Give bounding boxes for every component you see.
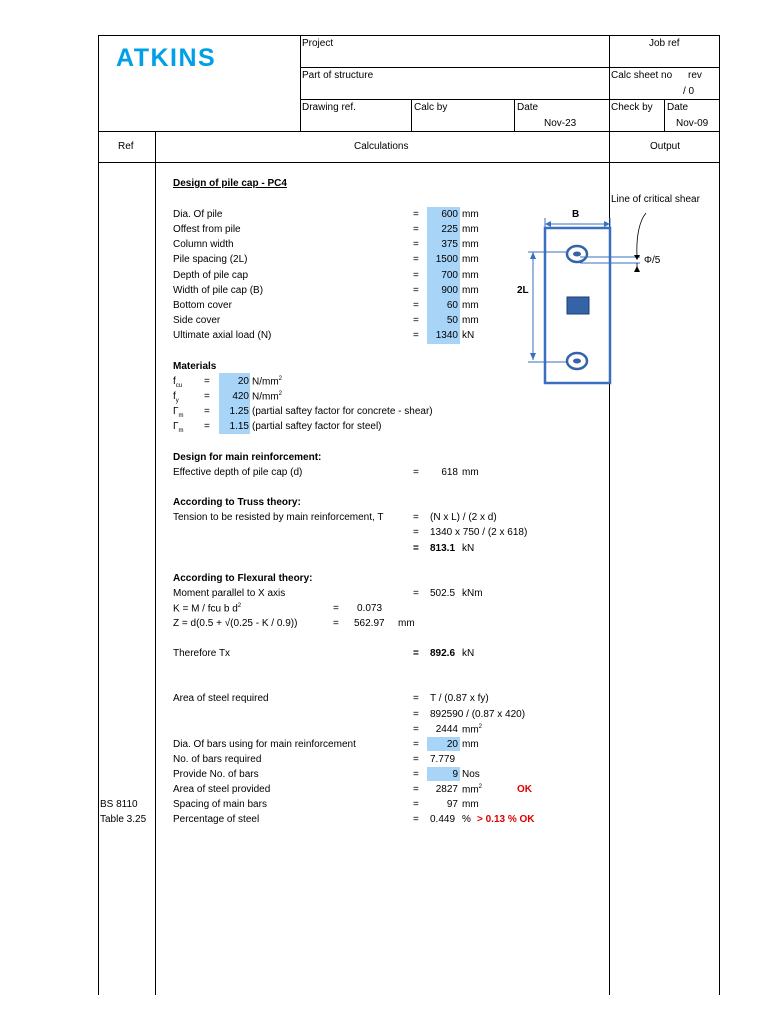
nbars-eq: = [413,754,419,765]
provided-unit: $mm^2$ [462,784,483,796]
spacing-label: Spacing of main bars [173,799,267,810]
moment-label: Moment parallel to X axis [173,588,286,599]
gamma-steel-eq: = [204,421,210,432]
dia-unit: mm [462,739,479,750]
input-label: Dia. Of pile [173,209,223,220]
pct-label: Percentage of steel [173,814,260,825]
col-output-header: Output [650,141,681,152]
fy-unit: $N/mm^2$ [252,391,283,403]
fy-value[interactable]: 420 [232,391,249,402]
truss-tension-unit: kN [462,543,475,554]
input-value[interactable]: 60 [446,300,458,311]
pct-unit: % [462,814,471,825]
nbars-label: No. of bars required [173,754,262,765]
drawing-label: Drawing ref. [302,102,356,113]
calc-sheet-label: Calc sheet no [611,70,673,81]
area-line-2: 892590 / (0.87 x 420) [430,709,526,720]
provide-unit: Nos [462,769,480,780]
area-req-label: Area of steel required [173,693,269,704]
dia-label: Dia. Of bars using for main reinforcement [173,739,356,750]
input-label: Width of pile cap (B) [173,285,264,296]
spacing-eq: = [413,799,419,810]
fcu-unit: $N/mm^2$ [252,376,283,388]
truss-tension-value: 813.1 [430,543,456,554]
k-eq: = [333,603,339,614]
tx-value: 892.6 [430,648,456,659]
check-date-value: Nov-09 [676,118,709,129]
area-eq-3: = [413,724,419,735]
gamma-concrete-symbol: $\Gamma_m$ [173,406,184,419]
fcu-value[interactable]: 20 [237,376,249,387]
provided-eq: = [413,784,419,795]
z-unit: mm [398,618,415,629]
critical-shear-label: Line of critical shear [611,194,700,205]
spacing-value: 97 [446,799,458,810]
nbars-value: 7.779 [430,754,456,765]
pct-eq: = [413,814,419,825]
dia-value[interactable]: 20 [446,739,458,750]
input-unit: mm [462,209,479,220]
truss-eq-2: = [413,527,419,538]
input-value[interactable]: 50 [446,315,458,326]
diagram-b-label: B [572,209,580,220]
input-eq: = [413,254,419,265]
page-title: Design of pile cap - PC4 [173,178,287,189]
calc-sheet-value: / 0 [683,86,695,97]
input-value[interactable]: 375 [441,239,458,250]
input-value[interactable]: 1340 [435,330,458,341]
z-eq: = [333,618,339,629]
truss-eq-3: = [413,543,419,554]
gamma-concrete-value[interactable]: 1.25 [229,406,249,417]
input-value[interactable]: 900 [441,285,458,296]
k-label: K = M / fcu b $d^2$ [173,603,242,615]
ref-bs8110: BS 8110 [100,799,138,810]
check-by-label: Check by [611,102,653,113]
provided-ok-badge: OK [517,784,532,795]
col-ref-header: Ref [118,141,134,152]
date-label: Date [517,102,539,113]
dia-eq: = [413,739,419,750]
gamma-steel-value[interactable]: 1.15 [229,421,249,432]
input-unit: mm [462,239,479,250]
input-value[interactable]: 225 [441,224,458,235]
truss-heading: According to Truss theory: [173,497,301,508]
eff-depth-value: 618 [441,467,458,478]
truss-line-2: 1340 x 750 / (2 x 618) [430,527,528,538]
input-label: Side cover [173,315,221,326]
fy-symbol: $f_y$ [173,391,179,404]
truss-eq-1: = [413,512,419,523]
gamma-concrete-note: (partial saftey factor for concrete - shear) [252,406,433,417]
area-req-unit: $mm^2$ [462,724,483,736]
moment-unit: kNm [462,588,483,599]
atkins-logo: ATKINS [116,44,217,72]
part-label: Part of structure [302,70,374,81]
tx-unit: kN [462,648,475,659]
fcu-symbol: $f_{cu}$ [173,376,183,389]
calc-by-label: Calc by [414,102,448,113]
provide-label: Provide No. of bars [173,769,259,780]
input-eq: = [413,270,419,281]
spacing-unit: mm [462,799,479,810]
input-label: Depth of pile cap [173,270,249,281]
diagram-2l-label: 2L [517,285,529,296]
job-ref-label: Job ref [649,38,680,49]
tx-eq: = [413,648,419,659]
provide-eq: = [413,769,419,780]
input-eq: = [413,330,419,341]
gamma-steel-symbol: $\Gamma_m$ [173,421,184,434]
input-value[interactable]: 600 [441,209,458,220]
eff-depth-unit: mm [462,467,479,478]
rev-label: rev [688,70,702,81]
area-line-1: T / (0.87 x fy) [430,693,489,704]
provide-value[interactable]: 9 [452,769,458,780]
flexural-heading: According to Flexural theory: [173,573,313,584]
provided-label: Area of steel provided [173,784,271,795]
input-label: Ultimate axial load (N) [173,330,272,341]
provided-value: 2827 [435,784,458,795]
input-eq: = [413,315,419,326]
pct-value: 0.449 [430,814,456,825]
input-value[interactable]: 700 [441,270,458,281]
truss-line-1: (N x L) / (2 x d) [430,512,497,523]
fy-eq: = [204,391,210,402]
input-unit: mm [462,315,479,326]
area-req-value: 2444 [435,724,458,735]
input-unit: mm [462,300,479,311]
area-eq-1: = [413,693,419,704]
area-eq-2: = [413,709,419,720]
input-unit: kN [462,330,475,341]
input-label: Column width [173,239,234,250]
main-reinf-heading: Design for main reinforcement: [173,452,322,463]
check-date-label: Date [667,102,689,113]
input-eq: = [413,209,419,220]
ref-table: Table 3.25 [100,814,147,825]
k-value: 0.073 [357,603,383,614]
input-label: Bottom cover [173,300,232,311]
input-value[interactable]: 1500 [435,254,458,265]
gamma-concrete-eq: = [204,406,210,417]
tx-label: Therefore Tx [173,648,231,659]
input-label: Offest from pile [173,224,241,235]
date-value: Nov-23 [544,118,577,129]
input-unit: mm [462,285,479,296]
input-unit: mm [462,270,479,281]
input-label: Pile spacing (2L) [173,254,248,265]
project-label: Project [302,38,334,49]
z-label: Z = d(0.5 + √(0.25 - K / 0.9)) [173,618,298,629]
col-calc-header: Calculations [354,141,409,152]
input-unit: mm [462,254,479,265]
moment-value: 502.5 [430,588,456,599]
input-eq: = [413,239,419,250]
moment-eq: = [413,588,419,599]
input-unit: mm [462,224,479,235]
z-value: 562.97 [354,618,385,629]
input-eq: = [413,285,419,296]
input-eq: = [413,300,419,311]
fcu-eq: = [204,376,210,387]
materials-heading: Materials [173,361,217,372]
input-eq: = [413,224,419,235]
gamma-steel-note: (partial saftey factor for steel) [252,421,382,432]
pct-ok-badge: > 0.13 % OK [477,814,535,825]
diagram-phi-label: Φ/5 [644,255,661,266]
eff-depth-label: Effective depth of pile cap (d) [173,467,303,478]
truss-label: Tension to be resisted by main reinforcement, T [173,512,384,523]
eff-depth-eq: = [413,467,419,478]
